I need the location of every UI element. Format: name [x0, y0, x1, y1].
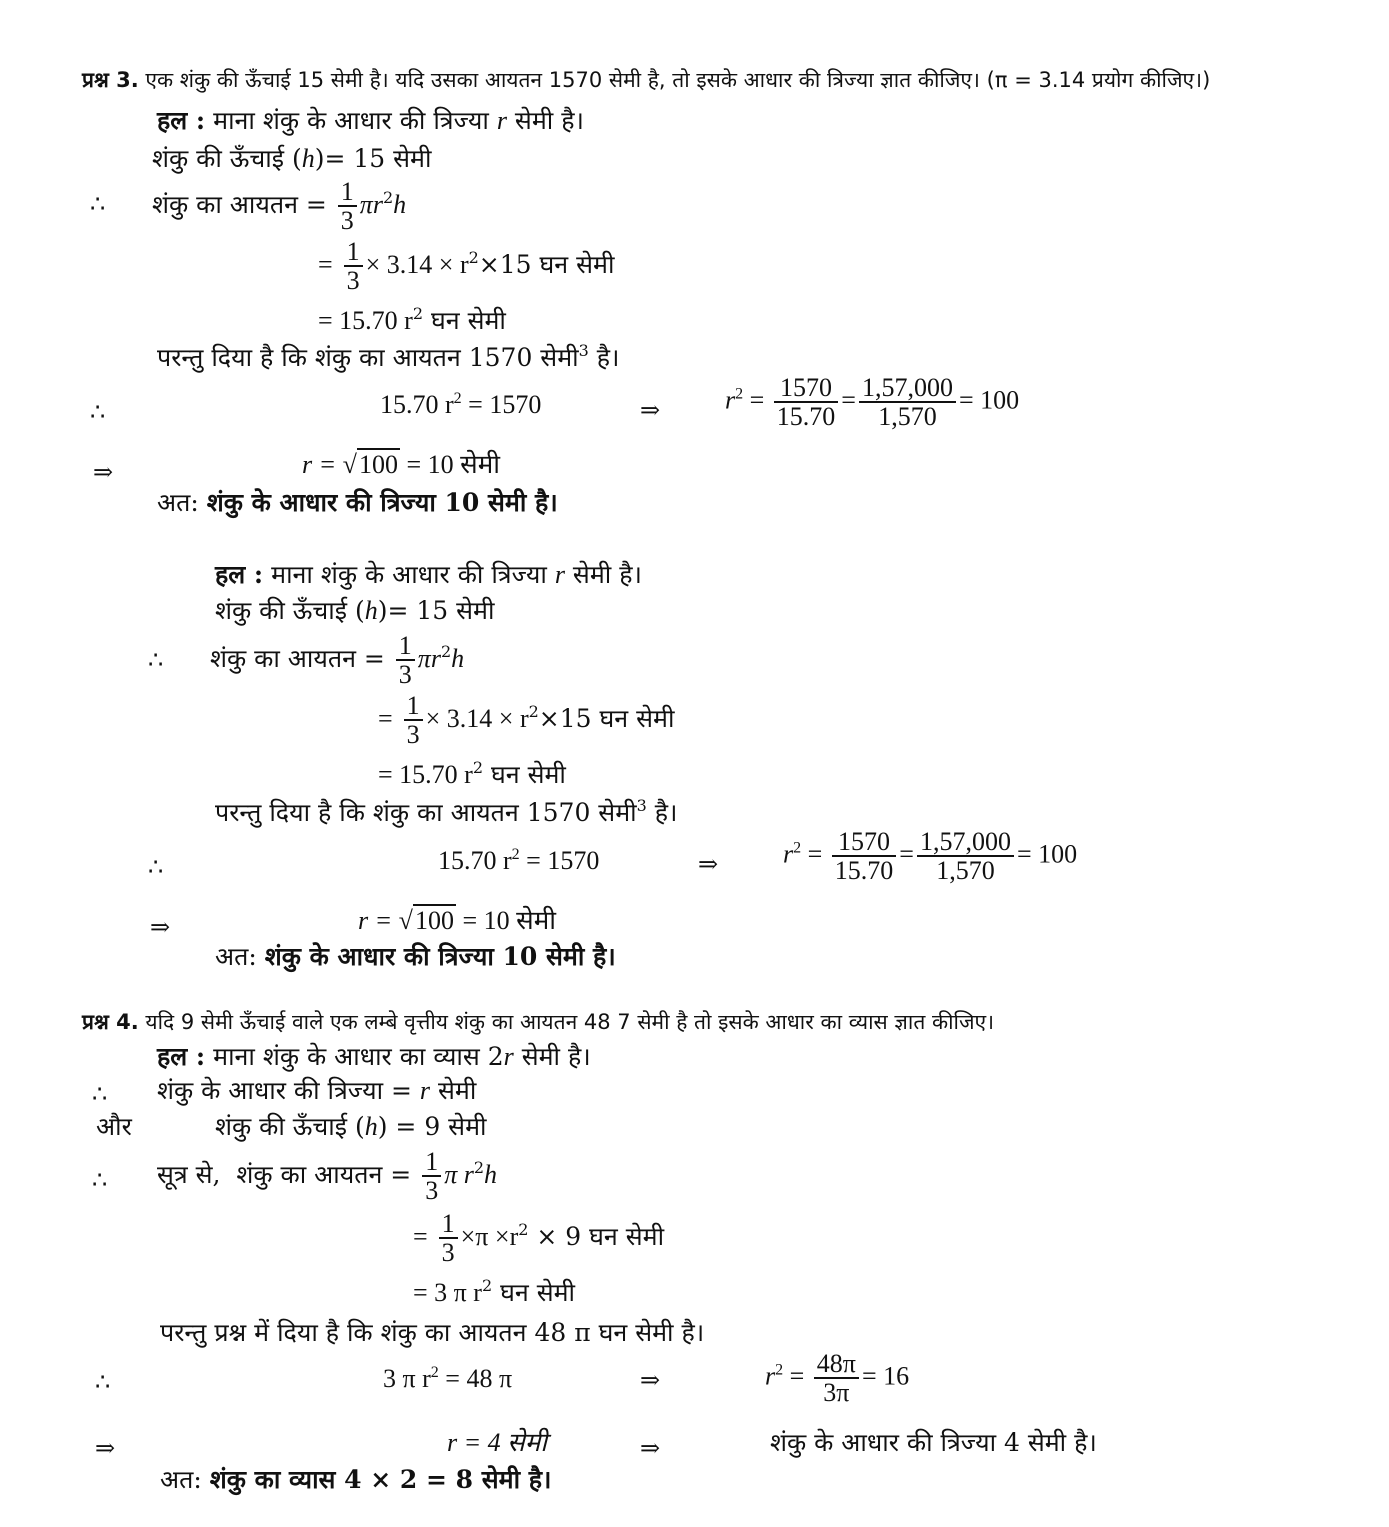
solution-assumption: हल : माना शंकु के आधार की त्रिज्या r सेमी है।: [157, 106, 584, 135]
therefore-symbol: ∴: [148, 646, 164, 674]
question-4-number: प्रश्न 4.: [82, 1010, 139, 1034]
solution-assumption: हल : माना शंकु के आधार की त्रिज्या r सेमी है।: [215, 560, 642, 589]
therefore-symbol: ∴: [95, 1368, 111, 1396]
height-line: शंकु की ऊँचाई (h)= 15 सेमी: [215, 596, 495, 625]
therefore-symbol: ∴: [92, 1080, 108, 1108]
radius-result-text: शंकु के आधार की त्रिज्या 4 सेमी है।: [770, 1428, 1097, 1457]
radius-line: शंकु के आधार की त्रिज्या = r सेमी: [157, 1076, 477, 1105]
question-3: [82, 70, 1210, 91]
equation-left: 3 π $r^2 = 48$ π: [383, 1364, 513, 1393]
radius-result-value: r = 4 सेमी: [447, 1428, 548, 1457]
equation-left: 15.70 $r^2 = 1570$: [380, 390, 542, 419]
question-3-text: एक शंकु की ऊँचाई 15 सेमी है। यदि उसका आयतन 1570 सेमी है, तो इसके आधार की त्रिज्या ज्ञात कीजिए। (π = 3.14 प्रयोग कीजिए।): [145, 68, 1211, 92]
hal-label: हल :: [157, 106, 206, 135]
volume-simplified: = 3 π $r^2$ घन सेमी: [413, 1276, 576, 1307]
volume-formula: शंकु का आयतन = $\frac{1}{3}$ $\pi r^2h$: [210, 631, 465, 690]
square-root-line: r = √100 = 10 सेमी: [302, 450, 500, 479]
implies-symbol: ⇒: [95, 1434, 116, 1462]
height-line: शंकु की ऊँचाई (h)= 15 सेमी: [152, 144, 432, 173]
question-4: [82, 1012, 994, 1033]
and-label: और: [96, 1112, 132, 1141]
implies-symbol: ⇒: [698, 850, 719, 878]
question-4-text: यदि 9 सेमी ऊँचाई वाले एक लम्बे वृत्तीय शंकु का आयतन 48 7 सेमी है तो इसके आधार का व्यास ज्ञात कीजिए।: [145, 1010, 995, 1034]
equation-right: $r^2$ = $\frac{1570}{15.70}$ = $\frac{1,57,000}{1,570}$ = 100: [725, 373, 1020, 432]
implies-symbol: ⇒: [640, 396, 661, 424]
volume-formula: सूत्र से, शंकु का आयतन = $\frac{1}{3}$ π $r^2h$: [157, 1147, 498, 1206]
height-line: शंकु की ऊँचाई (h) = 9 सेमी: [215, 1112, 487, 1141]
given-volume: परन्तु दिया है कि शंकु का आयतन 1570 सेमी$^3$ है।: [157, 341, 620, 372]
volume-simplified: = 15.70 $r^2$ घन सेमी: [318, 304, 506, 335]
fraction-one-third: $\frac{1}{3}$: [338, 178, 357, 235]
question-3-number: प्रश्न 3.: [82, 68, 139, 92]
equation-right: $r^2$ = $\frac{1570}{15.70}$ = $\frac{1,57,000}{1,570}$ = 100: [783, 827, 1078, 886]
answer-line: अत: शंकु के आधार की त्रिज्या 10 सेमी है।: [157, 488, 558, 517]
implies-symbol: ⇒: [640, 1366, 661, 1394]
solution-assumption: हल : माना शंकु के आधार का व्यास 2r सेमी है।: [157, 1042, 591, 1071]
therefore-symbol: ∴: [148, 853, 164, 881]
volume-substitution: = $\frac{1}{3}$ × $3.14 \times r^2\times 15$ घन सेमी: [318, 237, 615, 296]
implies-symbol: ⇒: [93, 458, 114, 486]
hal-label: हल :: [215, 560, 264, 589]
therefore-symbol: ∴: [90, 398, 106, 426]
equation-right: $r^2$ = $\frac{48\pi}{3\pi}$ = 16: [765, 1349, 910, 1408]
given-volume: परन्तु प्रश्न में दिया है कि शंकु का आयतन 48 π घन सेमी है।: [160, 1318, 705, 1347]
volume-simplified: = 15.70 $r^2$ घन सेमी: [378, 758, 566, 789]
volume-formula: शंकु का आयतन = $\frac{1}{3}$ $\pi r^2h$: [152, 177, 407, 236]
hal-label: हल :: [157, 1042, 206, 1071]
volume-substitution: = $\frac{1}{3}$ $\times\pi \times r^2 \times 9$ घन सेमी: [413, 1209, 665, 1268]
implies-symbol: ⇒: [150, 913, 171, 941]
therefore-symbol: ∴: [92, 1166, 108, 1194]
volume-substitution: = $\frac{1}{3}$ × $3.14 \times r^2\times 15$ घन सेमी: [378, 691, 675, 750]
answer-line: अत: शंकु का व्यास 4 × 2 = 8 सेमी है।: [160, 1465, 552, 1494]
given-volume: परन्तु दिया है कि शंकु का आयतन 1570 सेमी$^3$ है।: [215, 796, 678, 827]
square-root-line: r = √100 = 10 सेमी: [358, 906, 556, 935]
therefore-symbol: ∴: [90, 190, 106, 218]
implies-symbol: ⇒: [640, 1434, 661, 1462]
equation-left: 15.70 $r^2 = 1570$: [438, 846, 600, 875]
answer-line: अत: शंकु के आधार की त्रिज्या 10 सेमी है।: [215, 942, 616, 971]
